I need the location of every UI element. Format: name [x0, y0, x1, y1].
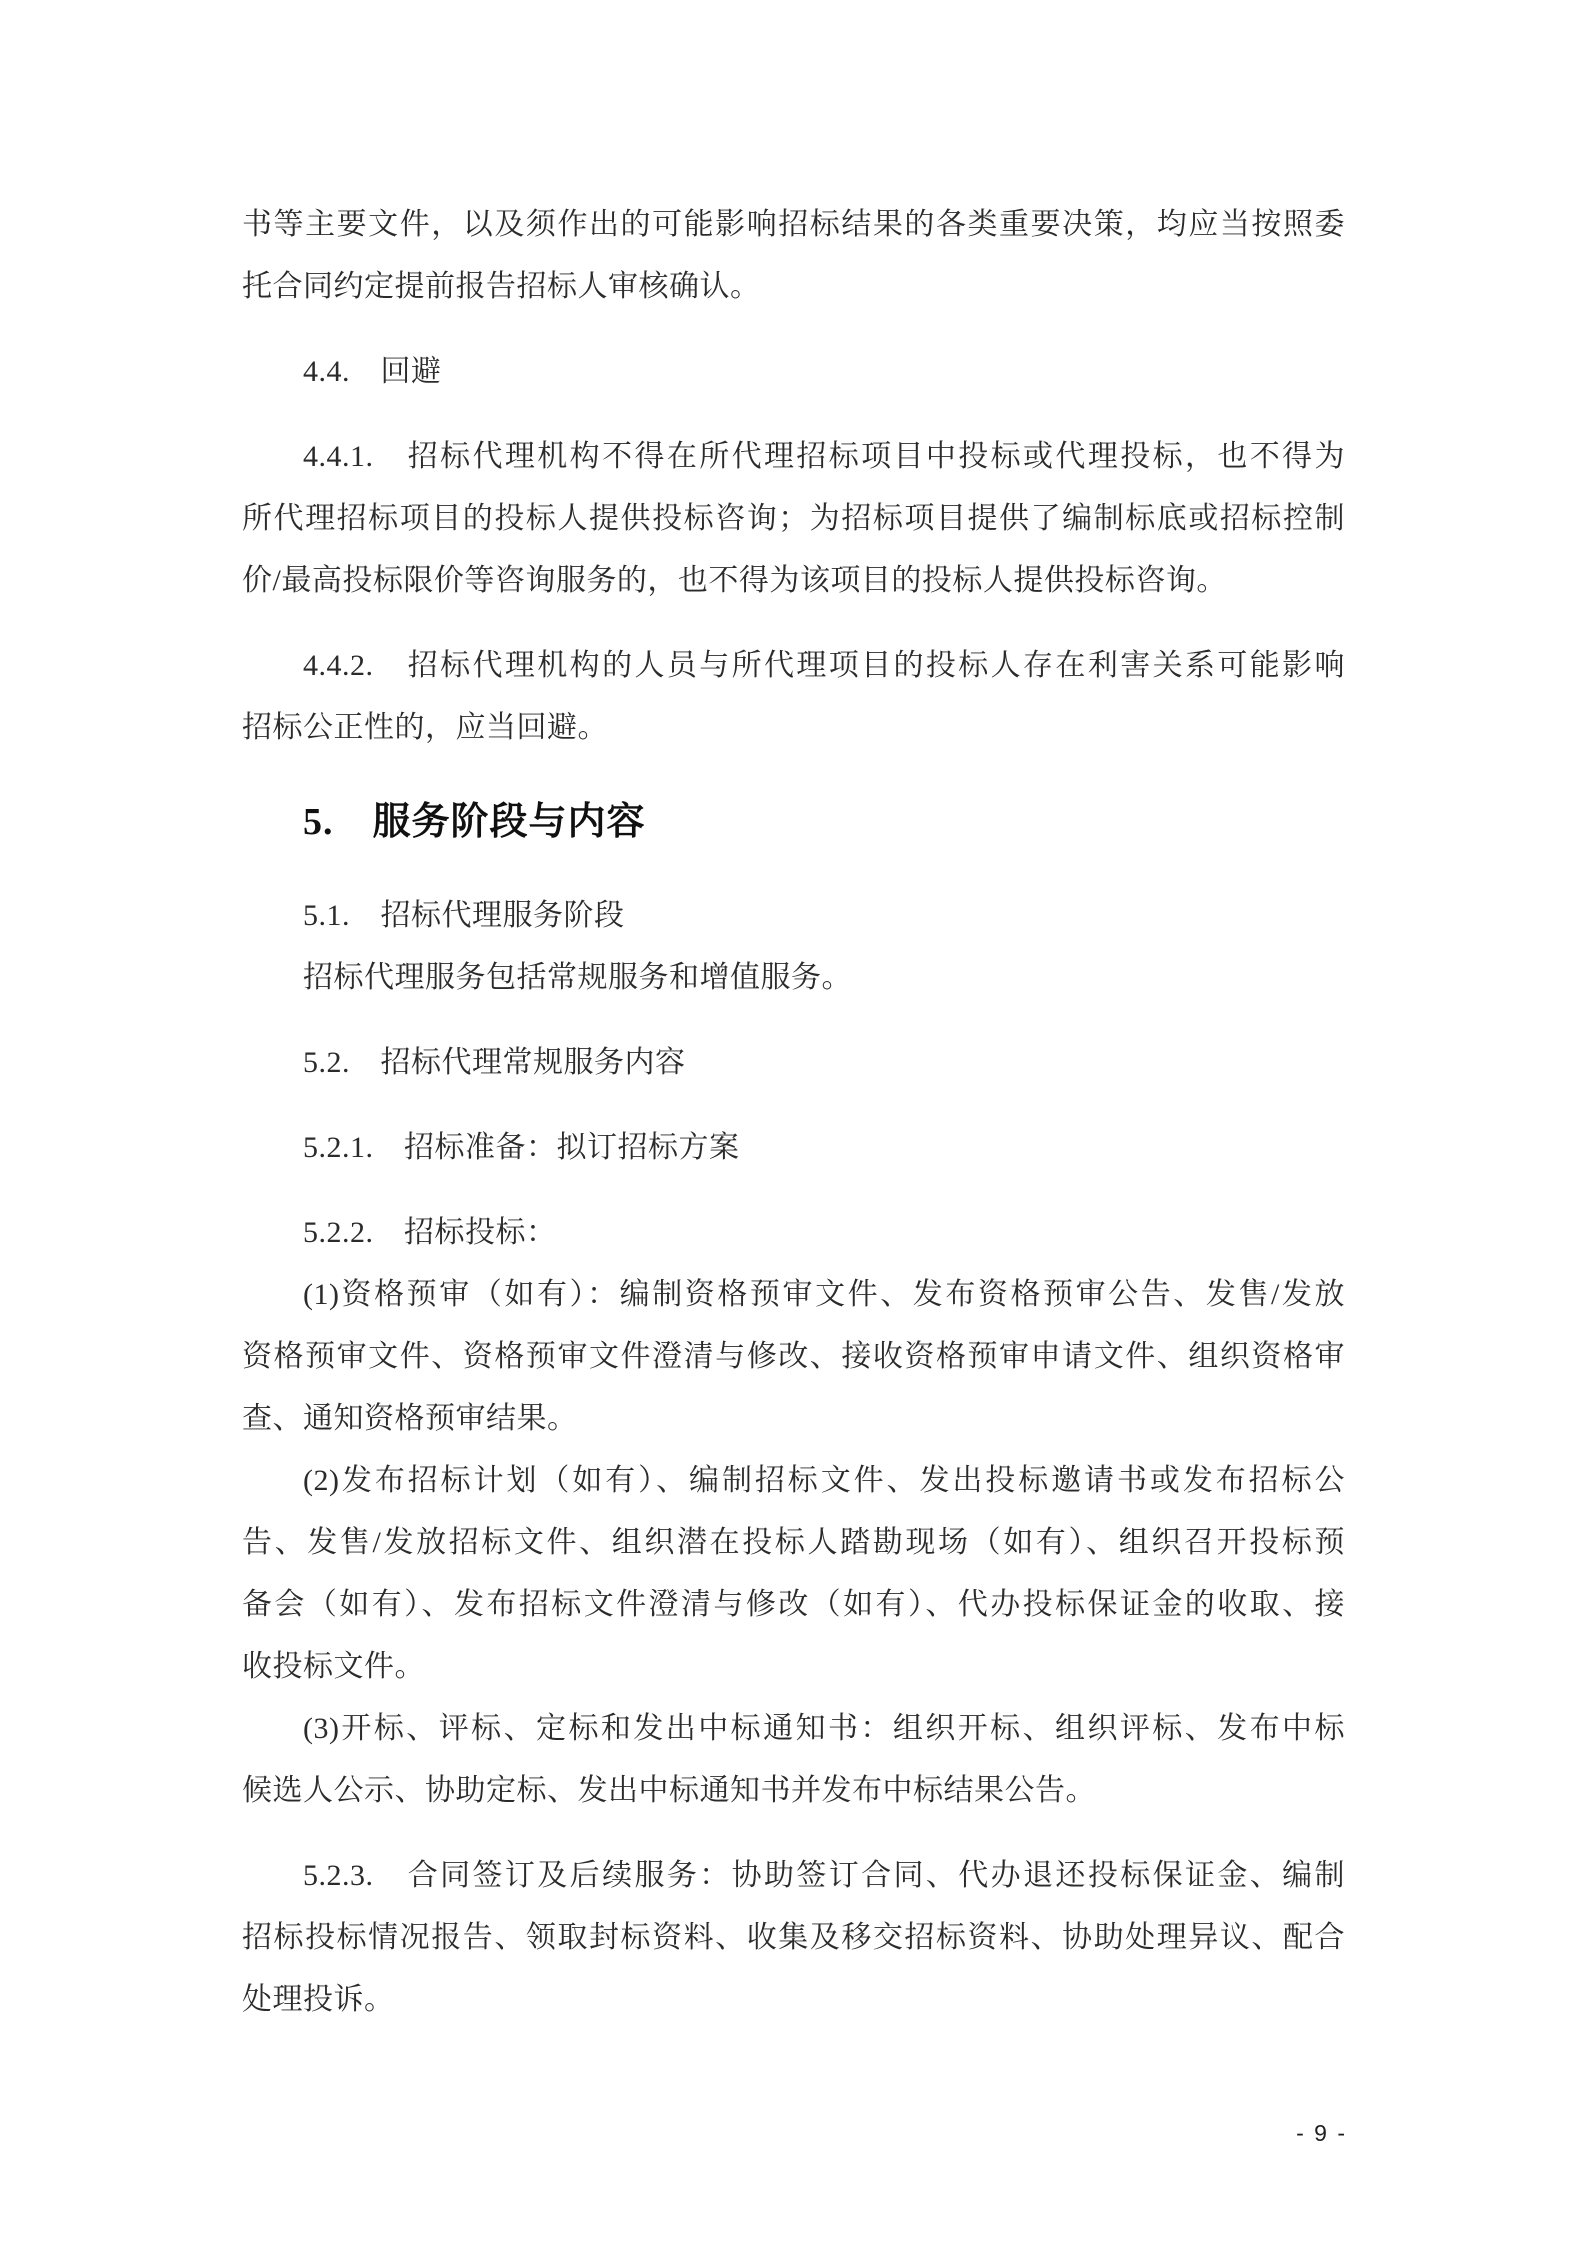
text-line: 招标投标情况报告、领取封标资料、收集及移交招标资料、协助处理异议、配合	[242, 1921, 1345, 1954]
text-line: 所代理招标项目的投标人提供投标咨询；为招标项目提供了编制标底或招标控制	[242, 502, 1345, 535]
text-line: 5.2.1. 招标准备：拟订招标方案	[303, 1131, 740, 1164]
text-line: 候选人公示、协助定标、发出中标通知书并发布中标结果公告。	[242, 1774, 1096, 1807]
text-line: 5.2. 招标代理常规服务内容	[303, 1046, 686, 1079]
text-line: 5.2.3. 合同签订及后续服务：协助签订合同、代办退还投标保证金、编制	[303, 1859, 1345, 1892]
text-line: (3)开标、评标、定标和发出中标通知书：组织开标、组织评标、发布中标	[303, 1712, 1345, 1745]
text-line: 书等主要文件，以及须作出的可能影响招标结果的各类重要决策，均应当按照委	[242, 208, 1345, 241]
section-heading: 5. 服务阶段与内容	[303, 801, 646, 843]
text-line: (2)发布招标计划（如有）、编制招标文件、发出投标邀请书或发布招标公	[303, 1464, 1345, 1497]
text-line: 招标代理服务包括常规服务和增值服务。	[303, 961, 852, 994]
text-line: 4.4.2. 招标代理机构的人员与所代理项目的投标人存在利害关系可能影响	[303, 649, 1345, 682]
text-line: 5.1. 招标代理服务阶段	[303, 899, 625, 932]
text-line: 收投标文件。	[242, 1650, 425, 1683]
text-line: 托合同约定提前报告招标人审核确认。	[242, 270, 761, 303]
text-line: 处理投诉。	[242, 1983, 395, 2016]
text-line: (1)资格预审（如有）：编制资格预审文件、发布资格预审公告、发售/发放	[303, 1278, 1345, 1311]
page-number: - 9 -	[1296, 2120, 1347, 2146]
text-line: 5.2.2. 招标投标：	[303, 1216, 557, 1249]
text-line: 查、通知资格预审结果。	[242, 1402, 578, 1435]
text-line: 资格预审文件、资格预审文件澄清与修改、接收资格预审申请文件、组织资格审	[242, 1340, 1345, 1373]
text-line: 招标公正性的，应当回避。	[242, 711, 608, 744]
document-body	[242, 194, 1345, 2031]
text-line: 价/最高投标限价等咨询服务的，也不得为该项目的投标人提供投标咨询。	[242, 564, 1227, 597]
text-line: 4.4. 回避	[303, 355, 442, 388]
text-line: 告、发售/发放招标文件、组织潜在投标人踏勘现场（如有）、组织召开投标预	[242, 1526, 1345, 1559]
text-line: 备会（如有）、发布招标文件澄清与修改（如有）、代办投标保证金的收取、接	[242, 1588, 1345, 1621]
text-line: 4.4.1. 招标代理机构不得在所代理招标项目中投标或代理投标，也不得为	[303, 440, 1345, 473]
